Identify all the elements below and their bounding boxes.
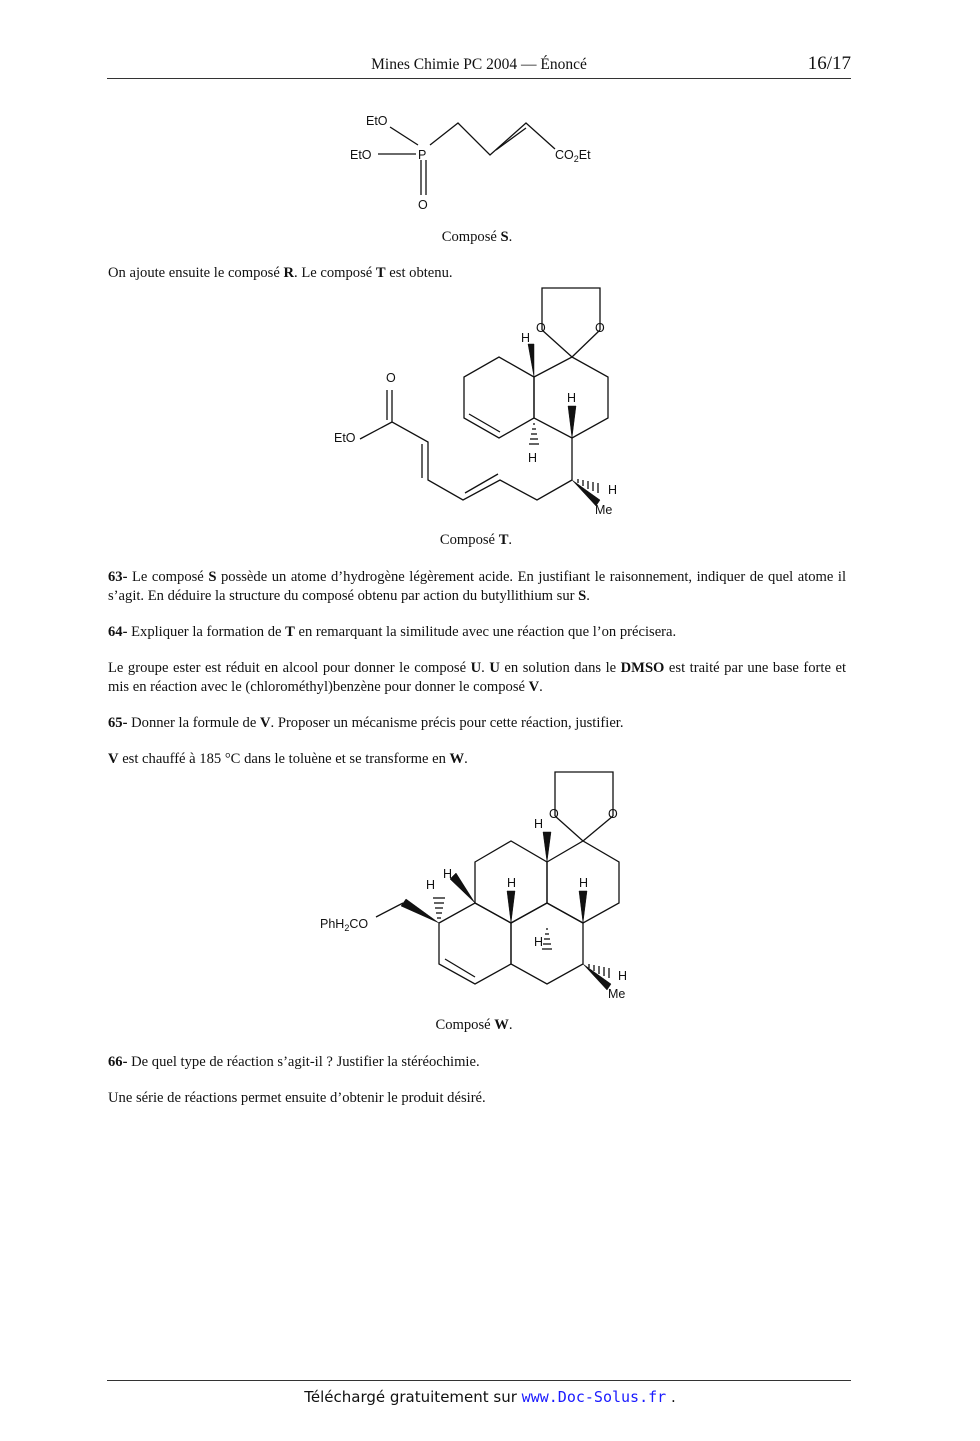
hashed-bond-h-e — [433, 898, 445, 918]
hashed-bond-h-d — [542, 929, 552, 949]
question-66: 66- De quel type de réaction s’agit-il ? Justifier la stéréochimie. — [108, 1054, 480, 1070]
label-h-junction-bottom: H — [528, 451, 538, 465]
footer-link[interactable]: www.Doc-Solus.fr — [521, 1388, 667, 1406]
label-h-c: H — [579, 876, 589, 890]
question-65: 65- Donner la formule de V. Proposer un mécanisme précis pour cette réaction, justifier. — [108, 715, 624, 731]
structure-compound-s — [340, 105, 640, 215]
paragraph-final: Une série de réactions permet ensuite d’obtenir le produit désiré. — [108, 1090, 486, 1106]
header-title: Mines Chimie PC 2004 — Énoncé — [371, 56, 587, 73]
label-carbonyl-o: O — [386, 371, 396, 385]
label-ethoxy: EtO — [334, 431, 356, 445]
label-h-ring: H — [567, 391, 577, 405]
label-h-top: H — [534, 817, 544, 831]
label-eto-top: EtO — [366, 114, 388, 128]
hashed-bond-h-side — [578, 479, 598, 493]
caption-compound-w: Composé W. — [435, 1017, 513, 1033]
label-dioxolane-o2: O — [608, 807, 618, 821]
hashed-bond-h-down — [529, 424, 539, 444]
label-h-me: H — [618, 969, 628, 983]
page-header — [107, 52, 851, 79]
label-phh2co: PhH$_2$CO — [320, 917, 369, 933]
paragraph-ester-reduction: Le groupe ester est réduit en alcool pour donner le composé U. U en solution dans le DMSO est traité par une base forte et mis en réaction avec le (chlorométhyl)benzène pour donner le composé V. — [108, 660, 846, 695]
label-phosphoryl-oxygen: O — [418, 198, 428, 212]
footer-rule — [107, 1380, 851, 1381]
label-dioxolane-o2: O — [595, 321, 605, 335]
label-h-down: H — [534, 935, 544, 949]
question-64: 64- Expliquer la formation de T en remarquant la similitude avec une réaction que l’on précisera. — [108, 624, 677, 640]
label-eto-left: EtO — [350, 148, 372, 162]
caption-compound-t: Composé T. — [439, 532, 513, 548]
page-number: 16/17 — [807, 53, 851, 74]
question-63: 63- Le composé S possède un atome d’hydrogène légèrement acide. En justifiant le raisonnement, indiquer de quel atome il s’agit. En déduire la structure du composé obtenu par action du butyllithium sur S. — [108, 569, 847, 604]
label-dioxolane-o1: O — [549, 807, 559, 821]
label-methyl: Me — [608, 987, 626, 1001]
label-dioxolane-o1: O — [536, 321, 546, 335]
label-h-junction-top: H — [521, 331, 531, 345]
caption-compound-s: Composé S. — [441, 229, 513, 245]
label-h-e: H — [426, 878, 436, 892]
label-co2et: $CO_2Et$ — [555, 148, 591, 164]
label-phosphorus: P — [418, 148, 427, 162]
page-footer: Téléchargé gratuitement sur www.Doc-Solus.fr . — [304, 1388, 676, 1406]
label-h-a: H — [443, 867, 453, 881]
structure-compound-w — [318, 766, 648, 1006]
label-h-b: H — [507, 876, 517, 890]
label-h-side: H — [608, 483, 618, 497]
label-methyl: Me — [595, 503, 613, 517]
paragraph-heating: V est chauffé à 185 °C dans le toluène et se transforme en W. — [108, 751, 468, 767]
structure-compound-t — [330, 282, 630, 522]
paragraph-add-r: On ajoute ensuite le composé R. Le composé T est obtenu. — [108, 265, 453, 281]
